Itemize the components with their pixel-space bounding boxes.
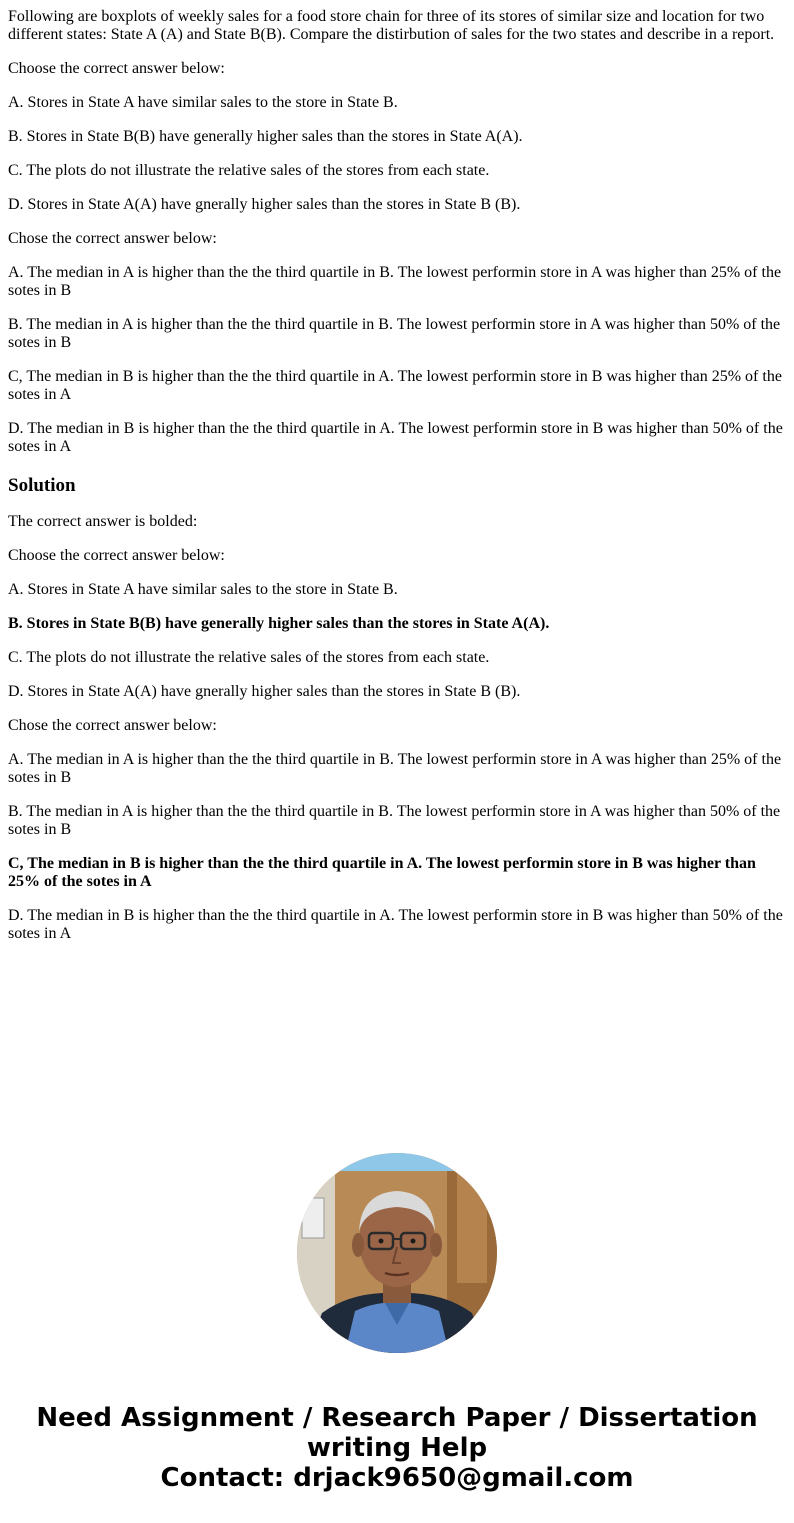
q2-option-c: C, The median in B is higher than the the third quartile in A. The lowest performin store in B was higher than 25% of the sotes in A — [8, 368, 782, 403]
solution-q1-option-b-correct: B. Stores in State B(B) have generally higher sales than the stores in State A(A). — [8, 615, 550, 632]
question-intro: Following are boxplots of weekly sales for a food store chain for three of its stores of similar size and location for two different states: State A (A) and State B(B). Compare the distirbution of sales for the two states and describe in a report. — [8, 8, 775, 43]
q1-option-b: B. Stores in State B(B) have generally higher sales than the stores in State A(A). — [8, 128, 523, 145]
solution-q2-option-d: D. The median in B is higher than the the third quartile in A. The lowest performin store in B was higher than 50% of the sotes in A — [8, 907, 783, 942]
footer-banner — [0, 1403, 794, 1493]
q1-option-c: C. The plots do not illustrate the relative sales of the stores from each state. — [8, 162, 490, 179]
solution-q1-option-d: D. Stores in State A(A) have gnerally higher sales than the stores in State B (B). — [8, 683, 521, 700]
solution-q1-option-c: C. The plots do not illustrate the relative sales of the stores from each state. — [8, 649, 490, 666]
solution-q2-option-c-correct: C, The median in B is higher than the the third quartile in A. The lowest performin store in B was higher than 25% of the sotes in A — [8, 855, 756, 890]
q2-option-d: D. The median in B is higher than the the third quartile in A. The lowest performin store in B was higher than 50% of the sotes in A — [8, 420, 783, 455]
author-avatar — [297, 1153, 497, 1353]
q2-option-b: B. The median in A is higher than the the third quartile in B. The lowest performin store in A was higher than 50% of the sotes in B — [8, 316, 781, 351]
footer-line-1: Need Assignment / Research Paper / Dissertation — [36, 1403, 758, 1433]
solution-prompt-1: Choose the correct answer below: — [8, 547, 225, 564]
footer-contact: Contact: drjack9650@gmail.com — [160, 1463, 634, 1493]
question-prompt-1: Choose the correct answer below: — [8, 60, 225, 77]
solution-prompt-2: Chose the correct answer below: — [8, 717, 217, 734]
solution-note: The correct answer is bolded: — [8, 513, 198, 530]
solution-q2-option-b: B. The median in A is higher than the the third quartile in B. The lowest performin store in A was higher than 50% of the sotes in B — [8, 803, 781, 838]
solution-heading: Solution — [8, 475, 76, 496]
question-prompt-2: Chose the correct answer below: — [8, 230, 217, 247]
solution-q2-option-a: A. The median in A is higher than the the third quartile in B. The lowest performin store in A was higher than 25% of the sotes in B — [8, 751, 782, 786]
footer-line-2: writing Help — [306, 1433, 488, 1463]
q1-option-d: D. Stores in State A(A) have gnerally higher sales than the stores in State B (B). — [8, 196, 521, 213]
q2-option-a: A. The median in A is higher than the the third quartile in B. The lowest performin store in A was higher than 25% of the sotes in B — [8, 264, 782, 299]
document-content — [8, 8, 786, 959]
solution-q1-option-a: A. Stores in State A have similar sales to the store in State B. — [8, 581, 398, 598]
q1-option-a: A. Stores in State A have similar sales to the store in State B. — [8, 94, 398, 111]
